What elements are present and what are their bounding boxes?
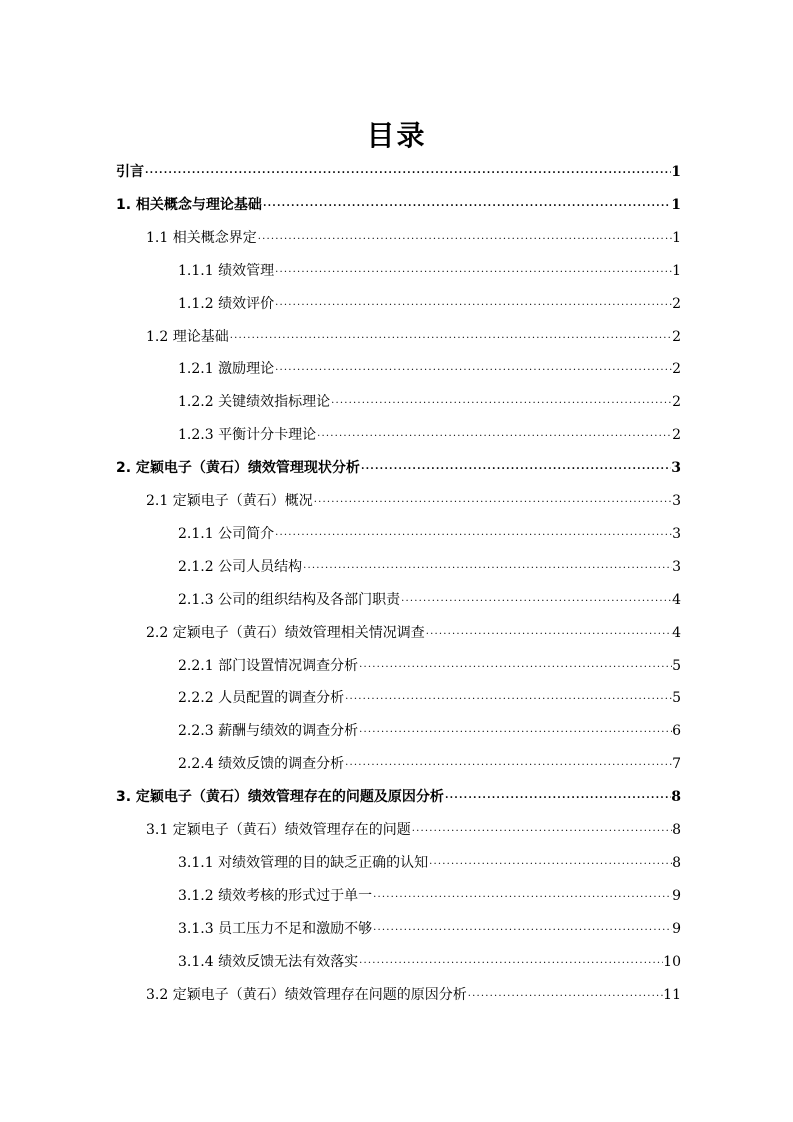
toc-entry-level-3[interactable] xyxy=(178,949,681,971)
dot-leader xyxy=(468,987,663,1001)
dot-leader xyxy=(373,888,672,902)
toc-entry-level-3[interactable] xyxy=(178,356,681,378)
toc-entry-label: 2.1 定颖电子（黄石）概况 xyxy=(146,493,313,509)
toc-entry-level-2[interactable] xyxy=(146,324,681,346)
toc-entry-page-number: 1 xyxy=(671,164,681,180)
toc-entry-page-number: 4 xyxy=(672,591,681,608)
toc-entry-page-number: 4 xyxy=(672,624,681,641)
dot-leader xyxy=(359,954,663,968)
toc-entry-level-3[interactable] xyxy=(178,883,681,905)
toc-entry-page-number: 2 xyxy=(672,361,681,378)
toc-entry-page-number: 1 xyxy=(672,229,681,246)
dot-leader xyxy=(275,296,672,310)
toc-entry-page-number: 8 xyxy=(672,822,681,838)
toc-entry-label: 3. 定颖电子（黄石）绩效管理存在的问题及原因分析 xyxy=(116,789,444,806)
toc-entry-label: 3.1 定颖电子（黄石）绩效管理存在的问题 xyxy=(146,822,411,838)
dot-leader xyxy=(412,822,672,836)
toc-entry-page-number: 1 xyxy=(672,262,681,279)
toc-title: 目录 xyxy=(366,119,427,152)
dot-leader xyxy=(373,921,672,935)
toc-entry-level-3[interactable] xyxy=(178,653,681,675)
dot-leader xyxy=(359,658,672,672)
toc-entry-label: 3.1.2 绩效考核的形式过于单一 xyxy=(178,887,373,904)
dot-leader xyxy=(345,690,672,704)
dot-leader xyxy=(230,329,672,343)
toc-entry-level-3[interactable] xyxy=(178,422,681,444)
toc-entry-page-number: 9 xyxy=(672,887,681,904)
toc-entry-label: 1.1 相关概念界定 xyxy=(146,229,257,246)
toc-entry-level-2[interactable] xyxy=(146,225,681,247)
dot-leader xyxy=(331,394,672,408)
toc-entry-label: 1.2 理论基础 xyxy=(146,328,229,345)
toc-entry-page-number: 2 xyxy=(672,427,681,444)
toc-entry-label: 1.1.1 绩效管理 xyxy=(178,262,275,279)
toc-entry-level-1[interactable] xyxy=(116,455,681,477)
toc-entry-page-number: 2 xyxy=(672,394,681,411)
toc-entry-page-number: 9 xyxy=(672,920,681,937)
toc-entry-page-number: 2 xyxy=(672,328,681,345)
toc-entry-page-number: 3 xyxy=(672,558,681,575)
dot-leader xyxy=(263,197,671,211)
dot-leader xyxy=(275,361,672,375)
toc-entry-level-3[interactable] xyxy=(178,389,681,411)
toc-entry-level-3[interactable] xyxy=(178,850,681,872)
toc-entry-page-number: 7 xyxy=(672,756,681,773)
dot-leader xyxy=(345,756,672,770)
toc-entry-label: 2.2.3 薪酬与绩效的调查分析 xyxy=(178,723,359,740)
toc-entry-label: 2.2.2 人员配置的调查分析 xyxy=(178,690,345,707)
toc-entry-page-number: 3 xyxy=(672,525,681,542)
toc-entry-page-number: 5 xyxy=(672,657,681,674)
toc-entry-level-3[interactable] xyxy=(178,916,681,938)
toc-entry-label: 1.1.2 绩效评价 xyxy=(178,295,275,312)
toc-entry-label: 3.1.4 绩效反馈无法有效落实 xyxy=(178,953,359,970)
dot-leader xyxy=(361,460,671,474)
toc-entry-page-number: 3 xyxy=(672,493,681,509)
toc-entry-page-number: 11 xyxy=(663,986,681,1003)
toc-entry-level-2[interactable] xyxy=(146,817,681,839)
toc-entry-level-3[interactable] xyxy=(178,751,681,773)
toc-entry-label: 3.1.1 对绩效管理的目的缺乏正确的认知 xyxy=(178,854,429,871)
toc-entry-level-2[interactable] xyxy=(146,982,681,1004)
dot-leader xyxy=(426,625,672,639)
toc-entry-label: 1.2.2 关键绩效指标理论 xyxy=(178,394,331,411)
toc-entry-page-number: 1 xyxy=(671,196,681,213)
toc-entry-label: 1. 相关概念与理论基础 xyxy=(116,196,262,213)
toc-entry-page-number: 8 xyxy=(671,789,681,806)
dot-leader xyxy=(303,559,672,573)
toc-entry-page-number: 3 xyxy=(671,460,681,477)
toc-entry-page-number: 10 xyxy=(663,953,681,970)
dot-leader xyxy=(429,855,672,869)
toc-entry-label: 2. 定颖电子（黄石）绩效管理现状分析 xyxy=(116,460,360,477)
toc-entry-label: 2.1.2 公司人员结构 xyxy=(178,558,303,575)
dot-leader xyxy=(258,230,672,244)
dot-leader xyxy=(275,263,672,277)
toc-entry-level-3[interactable] xyxy=(178,258,681,280)
toc-entry-level-1[interactable] xyxy=(116,192,681,214)
dot-leader xyxy=(275,526,672,540)
dot-leader xyxy=(401,592,672,606)
dot-leader xyxy=(445,789,671,803)
toc-entry-label: 3.2 定颖电子（黄石）绩效管理存在问题的原因分析 xyxy=(146,986,467,1003)
toc-entry-label: 1.2.3 平衡计分卡理论 xyxy=(178,427,317,444)
toc-entry-label: 1.2.1 激励理论 xyxy=(178,361,275,378)
toc-entry-level-3[interactable] xyxy=(178,718,681,740)
toc-entry-level-1[interactable] xyxy=(116,159,681,181)
toc-entry-label: 2.1.3 公司的组织结构及各部门职责 xyxy=(178,591,401,608)
dot-leader xyxy=(314,493,672,507)
toc-entry-level-2[interactable] xyxy=(146,620,681,642)
dot-leader xyxy=(359,723,672,737)
toc-entry-label: 引言 xyxy=(116,164,144,180)
toc-entry-level-2[interactable] xyxy=(146,488,681,510)
toc-entry-page-number: 2 xyxy=(672,295,681,312)
toc-entry-page-number: 8 xyxy=(672,854,681,871)
toc-entry-page-number: 6 xyxy=(672,723,681,740)
toc-entry-level-3[interactable] xyxy=(178,521,681,543)
toc-entry-level-3[interactable] xyxy=(178,685,681,707)
toc-entry-label: 2.2.1 部门设置情况调查分析 xyxy=(178,657,359,674)
toc-entry-label: 3.1.3 员工压力不足和激励不够 xyxy=(178,920,373,937)
dot-leader xyxy=(317,427,672,441)
toc-entry-label: 2.1.1 公司简介 xyxy=(178,525,275,542)
toc-entry-level-1[interactable] xyxy=(116,784,681,806)
toc-entry-label: 2.2.4 绩效反馈的调查分析 xyxy=(178,756,345,773)
toc-entry-label: 2.2 定颖电子（黄石）绩效管理相关情况调查 xyxy=(146,624,425,641)
toc-entry-level-3[interactable] xyxy=(178,291,681,313)
toc-entry-level-3[interactable] xyxy=(178,587,681,609)
toc-entry-level-3[interactable] xyxy=(178,554,681,576)
toc-entry-page-number: 5 xyxy=(672,690,681,707)
dot-leader xyxy=(145,164,671,178)
